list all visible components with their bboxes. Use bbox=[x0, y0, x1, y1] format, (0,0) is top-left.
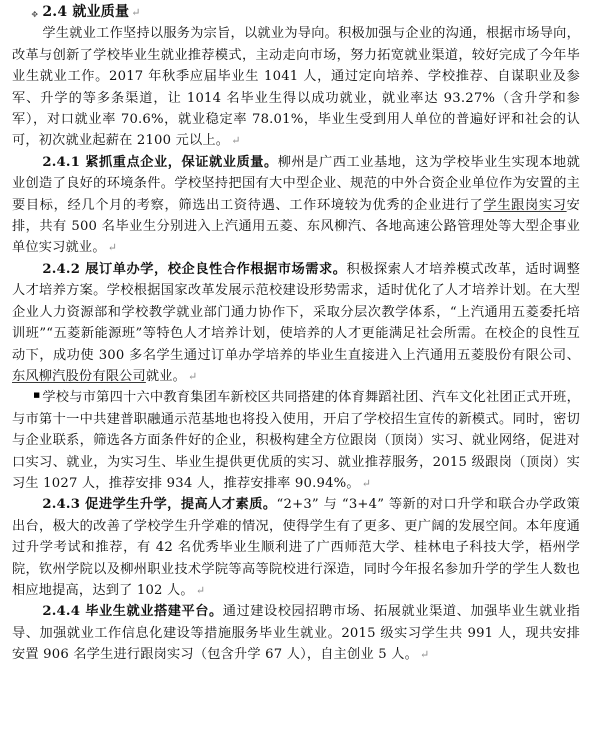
bullet-marker-icon: ■ bbox=[33, 391, 41, 400]
section-2-4-2-heading: 2.4.2 展订单办学，校企良性合作根据市场需求。 bbox=[42, 261, 347, 277]
paragraph-mark-icon: ↵ bbox=[107, 241, 118, 255]
section-2-4-3-text: “2+3” 与 “3+4” 等新的对口升学和联合办学政策出台，极大的改善了学校学生升学难的情况，使得学生有了更多、更广阔的发展空间。本年度通过升学考试和推荐，有 42 名优秀毕业生顺利进了广西师范大学、桂林电子科技大学，梧州学院，钦州学院以及柳州职业技术学院等高等院校进行深造，同时今年报名参加升学的学生人数也相应地提高，达到了 102 人。 bbox=[12, 497, 580, 598]
section-2-4-2-text-b: 就业。 bbox=[145, 368, 187, 384]
paragraph-mark-icon: ↵ bbox=[188, 369, 198, 383]
section-2-4-4-heading: 2.4.4 毕业生就业搭建平台。 bbox=[42, 604, 223, 620]
section-2-4-3-paragraph bbox=[12, 494, 580, 601]
section-2-4-1-underlined: 学生跟岗实习 bbox=[483, 197, 567, 213]
section-title-para bbox=[12, 2, 580, 23]
paragraph-mark-icon: ↵ bbox=[419, 648, 430, 662]
paragraph-mark-icon: ↵ bbox=[231, 134, 241, 148]
section-title: 2.4 就业质量 bbox=[42, 4, 130, 20]
section-2-4-1-heading: 2.4.1 紧抓重点企业，保证就业质量。 bbox=[42, 154, 278, 170]
section-2-4-1-text-a: 柳州是广西工业基地，这为学校毕业生实现本地就业创造了良好的环境条件。学校坚持把国有大中型企业、规范的中外合资企业单位作为安置的主要目标，经几个月的考察，筛选出工资待遇、工作环境较为优秀的企业进行了 bbox=[12, 154, 580, 213]
paragraph-mark-icon: ↵ bbox=[195, 583, 206, 597]
section-2-4-4-text: 通过建设校园招聘市场、拓展就业渠道、加强毕业生就业指导、加强就业工作信息化建设等措施服务毕业生就业。2015 级实习学生共 991 人，现共安排安置 906 名学生进行跟岗实习（包含升学 67 人），自主创业 5 人。 bbox=[12, 604, 580, 663]
bullet-paragraph bbox=[12, 387, 580, 494]
paragraph-mark-icon: ↵ bbox=[361, 476, 372, 490]
intro-text: 学生就业工作坚持以服务为宗旨，以就业为导向。积极加强与企业的沟通，根据市场导向，改革与创新了学校毕业生就业推荐模式，主动走向市场，努力拓宽就业渠道，较好完成了今年毕业生就业工作。2017 年秋季应届毕业生 1041 人，通过定向培养、学校推荐、自谋职业及参军、升学的等多条渠道，让 1014 名毕业生得以成功就业，就业率达 93.27%（含升学和参军），对口就业率 70.6%，就业稳定率 78.01%，毕业生受到用人单位的普遍好评和社会的认可，初次就业起薪在 2100 元以上。 bbox=[12, 26, 580, 149]
section-2-4-2-paragraph bbox=[12, 259, 580, 387]
paragraph-mark-icon: ↵ bbox=[131, 6, 141, 19]
section-2-4-1-text-b: 安排，共有 500 名毕业生分别进入上汽通用五菱、东风柳汽、各地高速公路管理处等大型企事业单位实习就业。 bbox=[12, 197, 581, 256]
section-2-4-2-text-a: 积极探索人才培养模式改革，适时调整人才培养方案。学校根据国家改革发展示范校建设形势需求，适时优化了人才培养计划。在大型企业人力资源部和学校教学就业部门通力协作下，采取分层次教学体系，“上汽通用五菱委托培训班”“五菱新能源班”等特色人才培养计划，使培养的人才更能满足社会所需。在校企的良性互动下，成功使 300 多名学生通过订单办学培养的毕业生直接进入上汽通用五菱股份有限公司、 bbox=[12, 261, 580, 363]
move-handle-icon[interactable]: ✥ bbox=[31, 10, 39, 19]
section-2-4-2-underlined: 东风柳汽股份有限公司 bbox=[12, 368, 146, 384]
section-2-4-4-paragraph bbox=[12, 601, 580, 665]
intro-paragraph bbox=[12, 23, 580, 151]
bullet-paragraph-text: 学校与市第四十六中教育集团车新校区共同搭建的体育舞蹈社团、汽车文化社团正式开班，与市第十一中共建普职融通示范基地也将投入使用，开启了学校招生宣传的新模式。同时，密切与企业联系，筛选各方面条件好的企业，积极构建全方位跟岗（顶岗）实习、就业网络，促进对口实习、就业，为实习生、毕业生提供更优质的实习、就业推荐服务，2015 级跟岗（顶岗）实习生 1027 人，推荐安排 934 人，推荐安排率 90.94%。 bbox=[12, 390, 580, 491]
section-2-4-3-heading: 2.4.3 促进学生升学，提高人才素质。 bbox=[42, 497, 277, 513]
section-2-4-1-paragraph bbox=[12, 152, 580, 259]
